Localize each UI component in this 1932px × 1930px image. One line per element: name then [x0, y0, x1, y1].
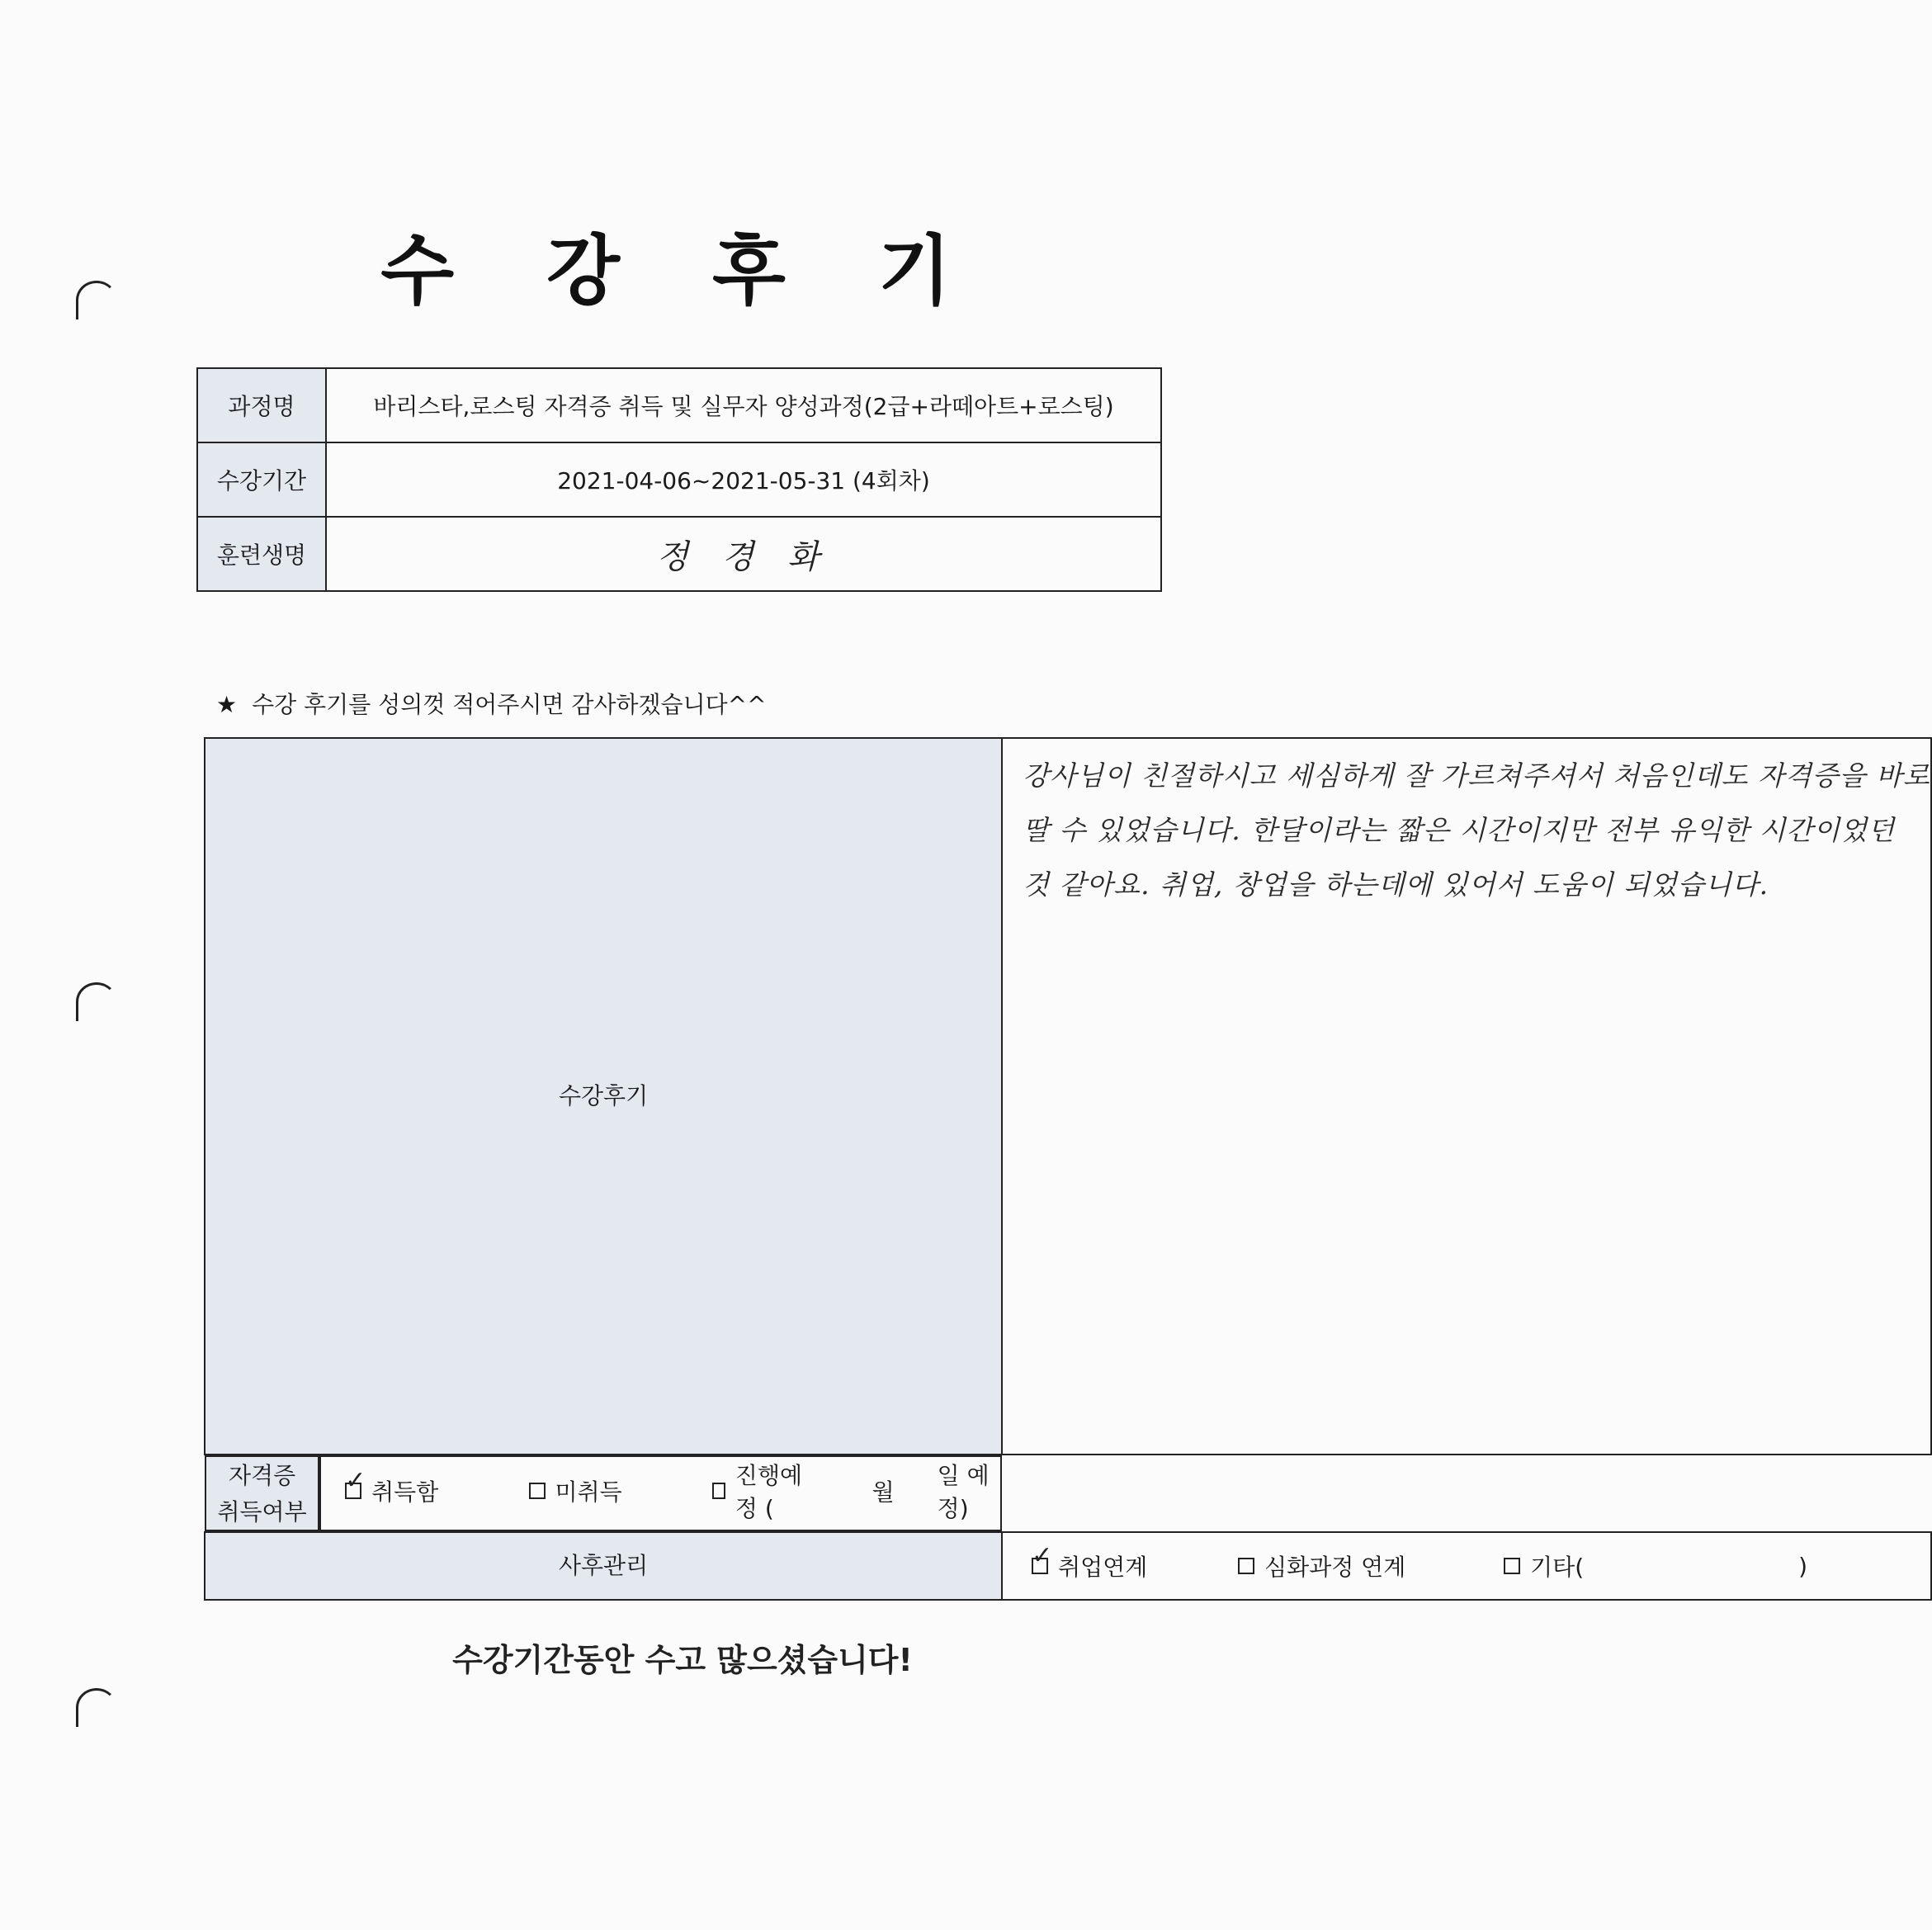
checkbox-icon[interactable] — [529, 1483, 546, 1499]
closing-message: 수강기간동안 수고 많으셨습니다! — [452, 1642, 913, 1678]
employment-link-label: 취업연계 — [1058, 1554, 1148, 1581]
course-label: 과정명 — [197, 368, 326, 442]
period-row — [197, 442, 1161, 517]
review-label: 수강후기 — [205, 738, 1002, 1455]
period-value: 2021-04-06~2021-05-31 (4회차) — [326, 442, 1161, 517]
punch-hole — [76, 982, 117, 1021]
review-line: 강사님이 친절하시고 세심하게 잘 가르쳐주셔서 처음인데도 자격증을 바로 — [1023, 759, 1930, 792]
other-option[interactable] — [1504, 1549, 1807, 1582]
day-plan-label: 일 예정) — [937, 1462, 990, 1522]
review-line: 딸 수 있었습니다. 한달이라는 짧은 시간이지만 전부 유익한 시간이었던 — [1023, 814, 1895, 846]
course-info-table — [196, 367, 1162, 592]
certificate-pending-option[interactable] — [712, 1458, 999, 1524]
other-close-paren: ) — [1798, 1552, 1808, 1580]
month-label: 월 — [872, 1478, 895, 1506]
aftercare-label: 사후관리 — [205, 1532, 1002, 1600]
certificate-not-obtained-option[interactable] — [529, 1474, 712, 1507]
trainee-label: 훈련생명 — [197, 517, 326, 591]
review-row — [205, 738, 1931, 1455]
review-body — [1002, 738, 1931, 1455]
course-row — [197, 368, 1161, 442]
period-label: 수강기간 — [197, 442, 326, 517]
course-value: 바리스타,로스팅 자격증 취득 및 실무자 양성과정(2급+라떼아트+로스팅) — [326, 368, 1161, 442]
review-table — [204, 737, 1932, 1601]
checkbox-icon[interactable] — [712, 1483, 725, 1499]
star-icon: ★ — [216, 691, 238, 718]
certificate-label-line2: 취득여부 — [217, 1498, 307, 1526]
checkbox-checked-icon[interactable] — [345, 1483, 361, 1499]
advanced-course-label: 심화과정 연계 — [1264, 1554, 1406, 1581]
certificate-pending-label: 진행예정 ( — [735, 1462, 803, 1522]
certificate-row — [205, 1455, 1002, 1531]
other-label: 기타( — [1530, 1554, 1585, 1581]
certificate-label-line1: 자격증 — [228, 1462, 296, 1489]
employment-link-option[interactable] — [1032, 1549, 1238, 1582]
certificate-label — [205, 1455, 319, 1531]
review-line: 것 같아요. 취업, 창업을 하는데에 있어서 도움이 되었습니다. — [1023, 868, 1769, 901]
checkbox-icon[interactable] — [1504, 1558, 1520, 1574]
aftercare-row — [205, 1532, 1931, 1600]
trainee-name-cell — [326, 517, 1161, 591]
certificate-not-obtained-label: 미취득 — [555, 1478, 622, 1506]
notice-text: 수강 후기를 성의껏 적어주시면 감사하겠습니다^^ — [252, 691, 767, 718]
aftercare-options — [1002, 1532, 1931, 1600]
punch-hole — [76, 1688, 117, 1727]
page-title: 수 강 후 기 — [380, 227, 985, 315]
trainee-row — [197, 517, 1161, 591]
advanced-course-option[interactable] — [1238, 1549, 1504, 1582]
certificate-obtained-label: 취득함 — [371, 1478, 439, 1506]
notice — [216, 687, 767, 720]
checkbox-checked-icon[interactable] — [1032, 1558, 1048, 1574]
trainee-name: 정 경 화 — [656, 537, 831, 576]
certificate-options — [319, 1455, 1002, 1531]
certificate-obtained-option[interactable] — [345, 1474, 528, 1507]
checkbox-icon[interactable] — [1238, 1558, 1254, 1574]
